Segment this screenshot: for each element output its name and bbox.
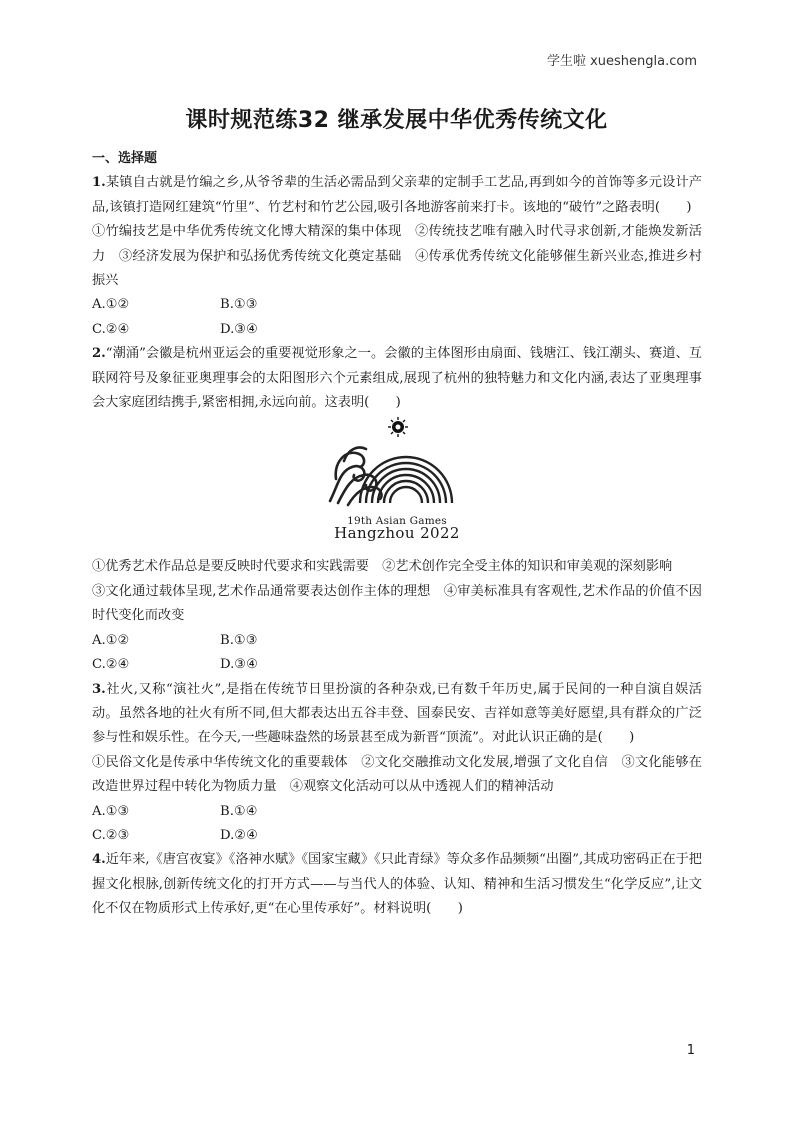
question-4 [92,848,702,921]
question-1-option-a[interactable]: A.①② [92,297,130,313]
question-2-option-c[interactable]: C.②④ [92,657,130,673]
question-3-options-row-1 [92,800,702,824]
sun-icon [388,417,408,437]
question-3-option-a[interactable]: A.①③ [92,803,130,819]
question-2-statements-2: ③文化通过载体呈现,艺术作品通常要表达创作主体的理想 ④审美标准具有客观性,艺术作品的价值不因时代变化而改变 [92,583,702,624]
question-2-option-d[interactable]: D.③④ [220,657,258,673]
question-3-options-row-2 [92,824,702,848]
question-2-options-row-1 [92,629,702,653]
page-number: 1 [686,1043,695,1058]
question-3-statements: ①民俗文化是传承中华传统文化的重要载体 ②文化交融推动文化发展,增强了文化自信 ③文化能够在改造世界过程中转化为物质力量 ④观察文化活动可以从中透视人们的精神活动 [92,754,702,795]
question-1-option-d[interactable]: D.③④ [220,321,258,337]
question-1-options-row-2 [92,318,702,342]
question-2-option-b[interactable]: B.①③ [220,632,258,648]
question-4-stem [92,848,702,921]
question-2 [92,342,702,677]
question-2-number: 2. [92,346,106,362]
question-2-options-row-2 [92,653,702,677]
question-2-text: “潮涌”会徽是杭州亚运会的重要视觉形象之一。会徽的主体图形由扇面、钱塘江、钱江潮头、赛道、互联网符号及象征亚奥理事会的太阳图形六个元素组成,展现了杭州的独特魅力和文化内涵,表达了亚奥理事会大家庭团结携手,紧密相拥,永远向前。这表明( ) [92,346,702,411]
question-3-option-d[interactable]: D.②④ [220,827,258,843]
question-3-number: 3. [92,681,106,697]
question-1-options-row-1 [92,293,702,317]
question-2-option-a[interactable]: A.①② [92,632,130,648]
question-3-option-c[interactable]: C.②③ [92,827,130,843]
question-4-number: 4. [92,852,106,868]
question-1-statements: ①竹编技艺是中华优秀传统文化博大精深的集中体现 ②传统技艺唯有融入时代寻求创新,才能焕发新活力 ③经济发展为保护和弘扬优秀传统文化奠定基础 ④传承优秀传统文化能够催生新兴业态,推进乡村振兴 [92,224,702,289]
question-4-text: 近年来,《唐宫夜宴》《洛神水赋》《国家宝藏》《只此青绿》等众多作品频频“出圈”,其成功密码正在于把握文化根脉,创新传统文化的打开方式——与当代人的体验、认知、精神和生活习惯发生“化学反应”,让文化不仅在物质形式上传承好,更“在心里传承好”。材料说明( ) [92,852,702,917]
question-1-option-b[interactable]: B.①③ [220,297,258,313]
emblem-caption-city: Hangzhou 2022 [334,524,460,543]
question-2-stem [92,342,702,415]
asian-games-logo-icon [318,415,478,511]
question-1-stem [92,171,702,220]
question-3 [92,678,702,849]
question-1-option-c[interactable]: C.②④ [92,321,130,337]
emblem-caption-event: 19th Asian Games [347,515,447,528]
question-3-option-b[interactable]: B.①④ [220,803,258,819]
question-2-statements-1: ①优秀艺术作品总是要反映时代要求和实践需要 ②艺术创作完全受主体的知识和审美观的深刻影响 [92,559,673,575]
question-1 [92,171,702,342]
question-3-text: 社火,又称“演社火”,是指在传统节日里扮演的各种杂戏,已有数千年历史,属于民间的一种自演自娱活动。虽然各地的社火有所不同,但大都表达出五谷丰登、国泰民安、吉祥如意等美好愿望,具有群众的广泛参与性和娱乐性。在今天,一些趣味盎然的场景甚至成为新晋“顶流”。对此认识正确的是( ) [92,681,702,746]
section-heading: 一、选择题 [92,151,158,166]
page-title: 课时规范练32 继承发展中华优秀传统文化 [185,108,608,133]
asian-games-emblem [92,415,702,555]
document-body [92,147,702,922]
question-3-stem [92,678,702,751]
question-1-number: 1. [92,175,106,191]
question-1-text: 某镇自古就是竹编之乡,从爷爷辈的生活必需品到父亲辈的定制手工艺品,再到如今的首饰等多元设计产品,该镇打造网红建筑“竹里”、竹艺村和竹艺公园,吸引各地游客前来打卡。该地的“破竹”之路表明( ) [92,175,702,215]
watermark: 学生啦 xueshengla.com [546,54,697,69]
